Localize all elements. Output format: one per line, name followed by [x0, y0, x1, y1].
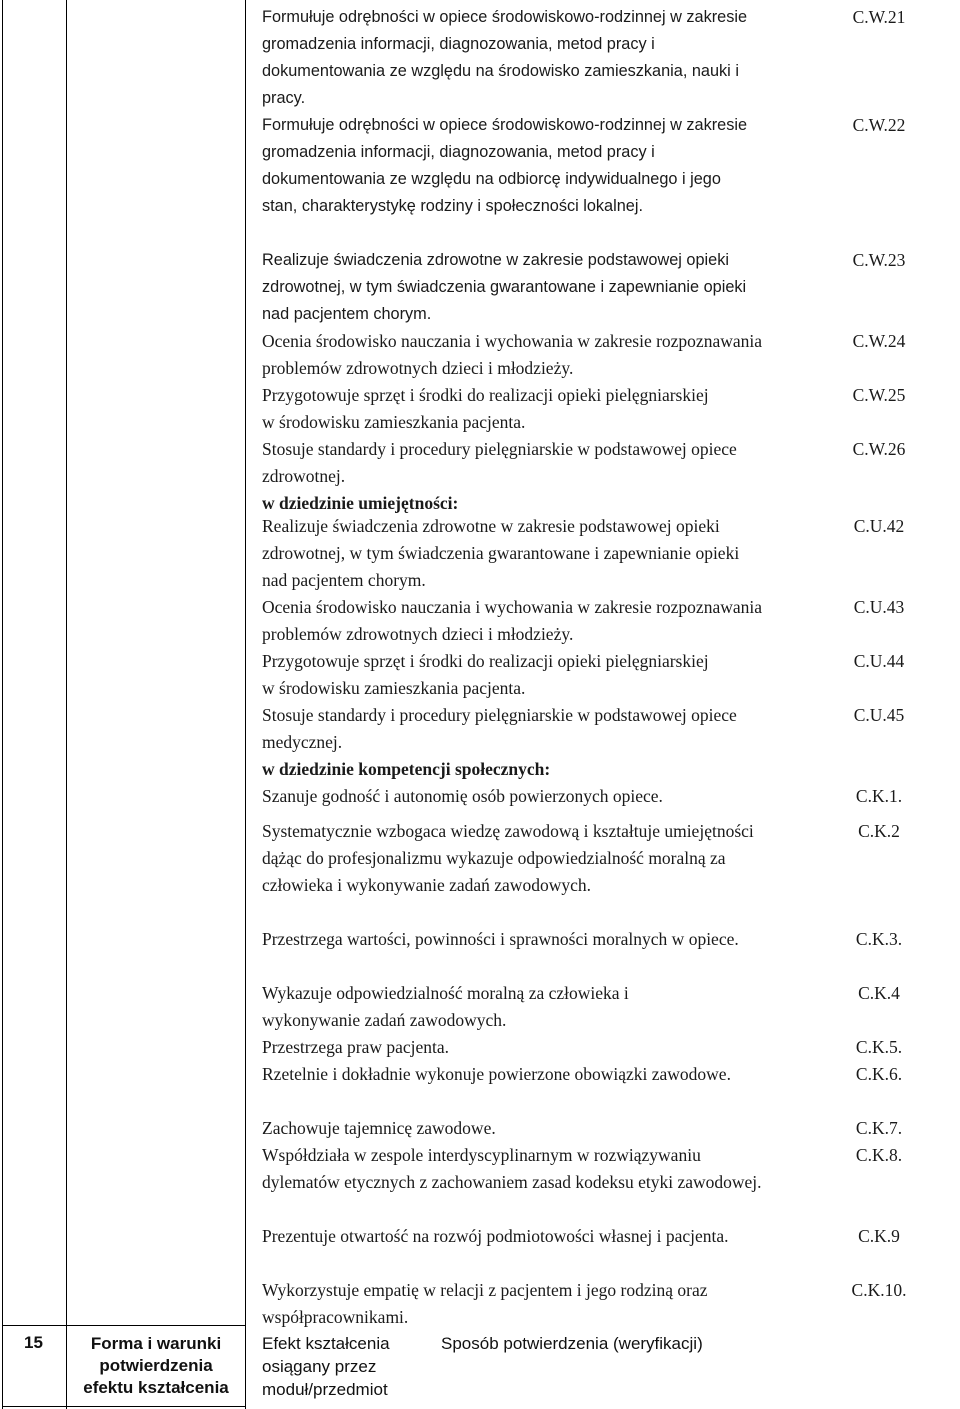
outcome-code: C.K.3.: [855, 929, 903, 949]
outcome-text: Przygotowuje sprzęt i środki do realizacji opieki pielęgniarskiej w środowisku zamieszkania pacjenta.: [262, 651, 709, 698]
outcome-code: C.K.1.: [855, 786, 903, 806]
section15-top-border: [2, 1325, 246, 1326]
section-title: Forma i warunki potwierdzenia efektu kształcenia: [83, 1334, 229, 1397]
outcome-code: C.U.45: [853, 705, 905, 725]
outcome-text: Szanuje godność i autonomię osób powierzonych opiece.: [262, 786, 663, 806]
outcome-code: C.W.26: [852, 439, 906, 459]
outcome-code: C.K.9: [858, 1226, 900, 1246]
outcome-text: Przygotowuje sprzęt i środki do realizacji opieki pielęgniarskiej w środowisku zamieszkania pacjenta.: [262, 385, 709, 432]
outcome-text: Zachowuje tajemnicę zawodowe.: [262, 1118, 496, 1138]
outcome-code: C.U.42: [853, 516, 905, 536]
section-heading: w dziedzinie umiejętności:: [262, 493, 459, 513]
outcome-code: C.W.25: [852, 385, 906, 405]
outcome-code: C.W.23: [852, 250, 906, 270]
outcome-code: C.U.44: [853, 651, 905, 671]
section-number: 15: [24, 1333, 43, 1352]
outcome-code: C.K.4: [858, 983, 900, 1003]
outcome-text: Ocenia środowisko nauczania i wychowania w zakresie rozpoznawania problemów zdrowotnych dzieci i młodzieży.: [262, 597, 762, 644]
table-border-left: [2, 0, 3, 1409]
outcome-text: Formułuje odrębności w opiece środowiskowo-rodzinnej w zakresie gromadzenia informacji, diagnozowania, metod pracy i dokumentowania ze względu na odbiorcę indywidualnego i jego stan, charakterystykę rodziny i społeczności lokalnej.: [262, 116, 748, 215]
table-divider-number: [66, 0, 67, 1409]
outcome-text: Wykorzystuje empatię w relacji z pacjentem i jego rodziną oraz współpracownikami.: [262, 1280, 708, 1327]
outcome-code: C.W.22: [852, 115, 906, 135]
outcome-code: C.K.6.: [855, 1064, 903, 1084]
outcome-text: Stosuje standardy i procedury pielęgniarskie w podstawowej opiece zdrowotnej.: [262, 439, 737, 486]
outcome-code: C.K.10.: [851, 1280, 907, 1300]
outcome-code: C.W.24: [852, 331, 906, 351]
table-divider-title: [245, 0, 246, 1409]
outcome-text: Ocenia środowisko nauczania i wychowania w zakresie rozpoznawania problemów zdrowotnych dzieci i młodzieży.: [262, 331, 762, 378]
outcome-text: Realizuje świadczenia zdrowotne w zakresie podstawowej opieki zdrowotnej, w tym świadczenia gwarantowane i zapewnianie opieki nad pacjentem chorym.: [262, 251, 747, 323]
outcome-code: C.K.2: [858, 821, 900, 841]
outcome-text: Rzetelnie i dokładnie wykonuje powierzone obowiązki zawodowe.: [262, 1064, 731, 1084]
outcome-text: Przestrzega wartości, powinności i sprawności moralnych w opiece.: [262, 929, 739, 949]
outcome-text: Formułuje odrębności w opiece środowiskowo-rodzinnej w zakresie gromadzenia informacji, diagnozowania, metod pracy i dokumentowania ze względu na środowisko zamieszkania, nauki i pracy.: [262, 8, 748, 107]
outcome-code: C.K.7.: [855, 1118, 903, 1138]
table-bottom-border: [2, 1406, 246, 1407]
outcome-text: Prezentuje otwartość na rozwój podmiotowości własnej i pacjenta.: [262, 1226, 729, 1246]
outcome-text: Stosuje standardy i procedury pielęgniarskie w podstawowej opiece medycznej.: [262, 705, 737, 752]
outcome-text: Przestrzega praw pacjenta.: [262, 1037, 450, 1057]
outcome-code: C.K.5.: [855, 1037, 903, 1057]
outcome-text: Współdziała w zespole interdyscyplinarnym w rozwiązywaniu dylematów etycznych z zachowaniem zasad kodeksu etyki zawodowej.: [262, 1145, 762, 1192]
outcome-text: Wykazuje odpowiedzialność moralną za człowieka i wykonywanie zadań zawodowych.: [262, 983, 629, 1030]
outcome-code: C.W.21: [852, 7, 906, 27]
outcome-text: Realizuje świadczenia zdrowotne w zakresie podstawowej opieki zdrowotnej, w tym świadczenia gwarantowane i zapewnianie opieki nad pacjentem chorym.: [262, 516, 740, 590]
outcome-text: Systematycznie wzbogaca wiedzę zawodową i kształtuje umiejętności dążąc do profesjonalizmu wykazuje odpowiedzialność moralną za człowieka i wykonywanie zadań zawodowych.: [262, 821, 754, 895]
outcome-code: C.K.8.: [855, 1145, 903, 1165]
outcome-code: C.U.43: [853, 597, 905, 617]
verification-column-header: Sposób potwierdzenia (weryfikacji): [441, 1334, 703, 1353]
outcome-column-header: Efekt kształcenia osiągany przez moduł/przedmiot: [262, 1334, 390, 1399]
section-heading: w dziedzinie kompetencji społecznych:: [262, 759, 551, 779]
